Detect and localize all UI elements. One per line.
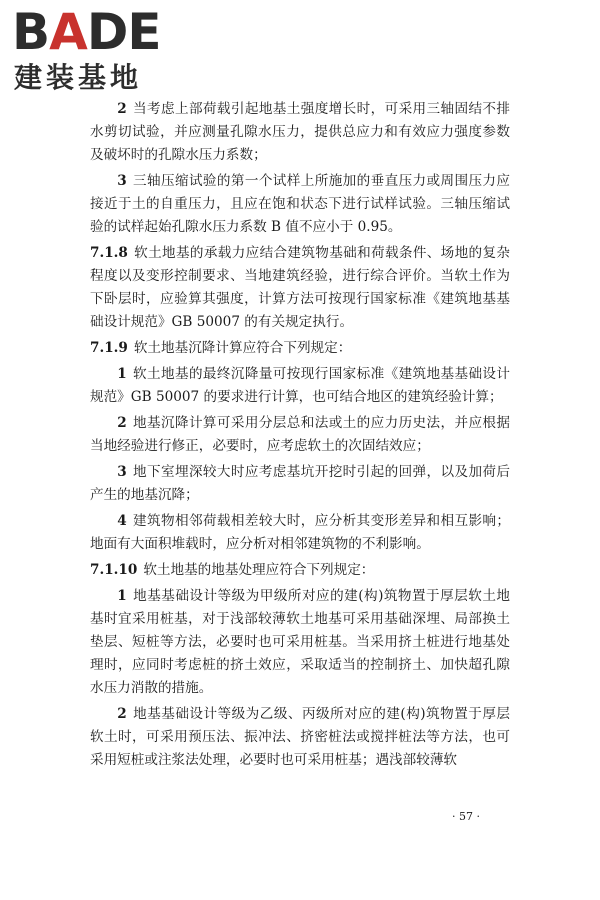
paragraph-text: 地基基础设计等级为乙级、丙级所对应的建(构)筑物置于厚层软土时，可采用预压法、振冲法、挤密桩法或搅拌桩法等方法，也可采用短桩或注浆法处理，必要时也可采用桩基；遇浅部较薄软	[90, 706, 510, 768]
item-number: 1	[117, 366, 127, 382]
paragraph-text: 软土地基的最终沉降量可按现行国家标准《建筑地基基础设计规范》GB 50007 的要求进行计算，也可结合地区的建筑经验计算；	[90, 366, 510, 405]
logo-letter-b: B	[12, 3, 50, 61]
document-body	[90, 98, 510, 775]
item-number: 3	[117, 173, 127, 189]
logo-subtitle: 建装基地	[14, 61, 143, 94]
item-paragraph	[90, 98, 510, 167]
item-number: 2	[117, 706, 127, 722]
logo-wordmark	[12, 3, 161, 61]
item-number: 1	[117, 588, 127, 604]
item-paragraph	[90, 461, 510, 507]
paragraph-text: 三轴压缩试验的第一个试样上所施加的垂直压力或周围压力应接近于土的自重压力，且应在饱和状态下进行试样试验。三轴压缩试验的试样起始孔隙水压力系数 B 值不应小于 0.95。	[90, 173, 510, 235]
item-number: 2	[117, 415, 127, 431]
paragraph-text: 建筑物相邻荷载相差较大时，应分析其变形差异和相互影响；地面有大面积堆载时，应分析对相邻建筑物的不利影响。	[90, 513, 510, 552]
paragraph-text: 地下室埋深较大时应考虑基坑开挖时引起的回弹，以及加荷后产生的地基沉降；	[90, 464, 510, 503]
item-number: 4	[117, 513, 127, 529]
paragraph-text: 软土地基沉降计算应符合下列规定：	[133, 340, 352, 356]
clause-number: 7.1.9	[90, 340, 128, 356]
item-paragraph	[90, 585, 510, 700]
paragraph-text: 软土地基的地基处理应符合下列规定：	[143, 562, 375, 578]
clause-paragraph	[90, 242, 510, 334]
item-paragraph	[90, 412, 510, 458]
paragraph-text: 地基沉降计算可采用分层总和法或土的应力历史法，并应根据当地经验进行修正，必要时，应考虑软土的次固结效应；	[90, 415, 510, 454]
item-paragraph	[90, 363, 510, 409]
item-paragraph	[90, 510, 510, 556]
clause-number: 7.1.10	[90, 562, 138, 578]
logo-letter-a: A	[49, 3, 87, 61]
item-paragraph	[90, 170, 510, 239]
logo-letters-de: DE	[86, 3, 161, 61]
paragraph-text: 地基基础设计等级为甲级所对应的建(构)筑物置于厚层软土地基时宜采用桩基，对于浅部较薄软土地基可采用基础深埋、局部换土垫层、短桩等方法，必要时也可采用桩基。当采用挤土桩进行地基处理时，应同时考虑桩的挤土效应，采取适当的控制挤土、加快超孔隙水压力消散的措施。	[90, 588, 510, 696]
clause-paragraph	[90, 559, 510, 582]
clause-paragraph	[90, 337, 510, 360]
item-paragraph	[90, 703, 510, 772]
clause-number: 7.1.8	[90, 245, 128, 261]
paragraph-text: 当考虑上部荷载引起地基土强度增长时，可采用三轴固结不排水剪切试验，并应测量孔隙水压力，提供总应力和有效应力强度参数及破坏时的孔隙水压力系数；	[90, 101, 510, 163]
item-number: 2	[117, 101, 127, 117]
paragraph-text: 软土地基的承载力应结合建筑物基础和荷载条件、场地的复杂程度以及变形控制要求、当地建筑经验，进行综合评价。当软土作为下卧层时，应验算其强度，计算方法可按现行国家标准《建筑地基基础设计规范》GB 50007 的有关规定执行。	[90, 245, 510, 330]
item-number: 3	[117, 464, 127, 480]
bade-logo	[12, 3, 182, 96]
page-number: · 57 ·	[452, 810, 480, 823]
